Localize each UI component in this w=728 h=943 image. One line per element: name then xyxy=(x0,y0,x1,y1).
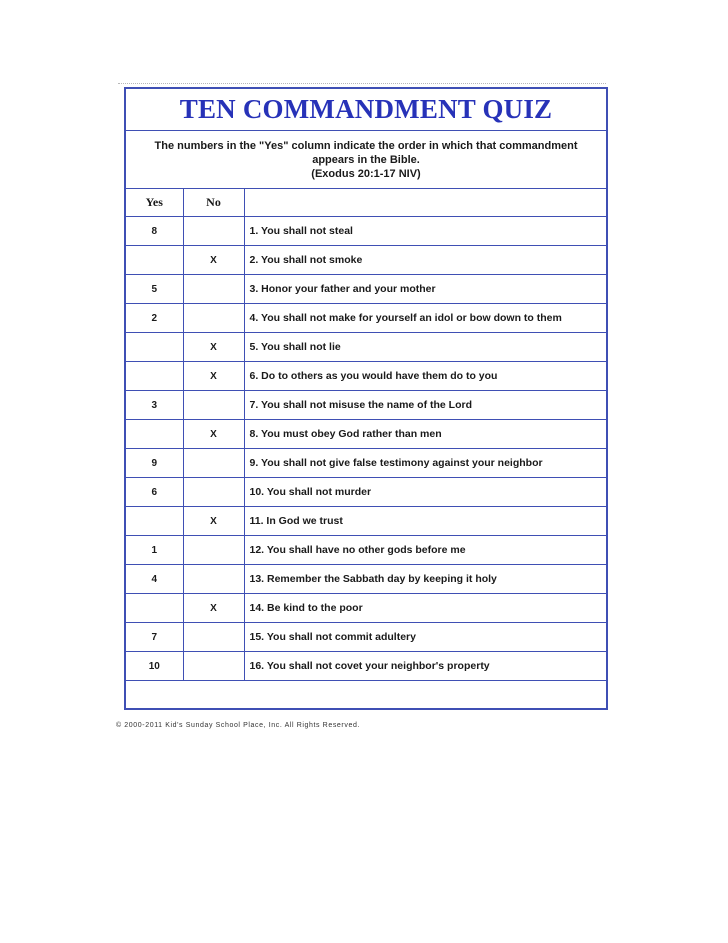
no-cell xyxy=(183,623,244,652)
table-row xyxy=(125,507,607,536)
no-cell xyxy=(183,652,244,681)
table-row xyxy=(125,420,607,449)
statement-cell: 9. You shall not give false testimony against your neighbor xyxy=(244,449,607,478)
intro-row xyxy=(125,131,607,189)
no-cell: X xyxy=(183,246,244,275)
yes-cell: 1 xyxy=(125,536,183,565)
instructions-line-1: The numbers in the "Yes" column indicate the order in which that commandment xyxy=(154,139,578,152)
table-row xyxy=(125,478,607,507)
yes-column-header: Yes xyxy=(125,189,183,217)
statement-column-header xyxy=(244,189,607,217)
no-cell xyxy=(183,304,244,333)
quiz-table xyxy=(124,87,608,710)
no-cell xyxy=(183,565,244,594)
yes-cell: 4 xyxy=(125,565,183,594)
table-row xyxy=(125,652,607,681)
statement-cell: 6. Do to others as you would have them do to you xyxy=(244,362,607,391)
table-row xyxy=(125,362,607,391)
no-cell: X xyxy=(183,594,244,623)
table-row xyxy=(125,333,607,362)
empty-footer-cell xyxy=(125,681,607,710)
statement-cell: 14. Be kind to the poor xyxy=(244,594,607,623)
no-cell xyxy=(183,391,244,420)
instructions-line-3: (Exodus 20:1-17 NIV) xyxy=(311,167,421,180)
yes-cell: 9 xyxy=(125,449,183,478)
statement-cell: 16. You shall not covet your neighbor's property xyxy=(244,652,607,681)
yes-cell: 7 xyxy=(125,623,183,652)
table-row xyxy=(125,623,607,652)
table-row xyxy=(125,594,607,623)
statement-cell: 13. Remember the Sabbath day by keeping it holy xyxy=(244,565,607,594)
instructions xyxy=(125,131,607,189)
no-cell xyxy=(183,478,244,507)
yes-cell: 6 xyxy=(125,478,183,507)
no-cell: X xyxy=(183,507,244,536)
header-row xyxy=(125,189,607,217)
no-cell: X xyxy=(183,333,244,362)
no-cell xyxy=(183,536,244,565)
table-row xyxy=(125,304,607,333)
statement-cell: 3. Honor your father and your mother xyxy=(244,275,607,304)
table-row xyxy=(125,391,607,420)
table-row xyxy=(125,217,607,246)
copyright-notice: © 2000-2011 Kid's Sunday School Place, Inc. All Rights Reserved. xyxy=(116,722,360,729)
yes-cell xyxy=(125,420,183,449)
yes-cell xyxy=(125,246,183,275)
yes-cell: 3 xyxy=(125,391,183,420)
table-row xyxy=(125,449,607,478)
table-row xyxy=(125,565,607,594)
no-cell xyxy=(183,275,244,304)
statement-cell: 12. You shall have no other gods before me xyxy=(244,536,607,565)
no-cell xyxy=(183,449,244,478)
no-cell: X xyxy=(183,420,244,449)
yes-cell: 2 xyxy=(125,304,183,333)
top-dotted-rule xyxy=(118,83,606,85)
statement-cell: 15. You shall not commit adultery xyxy=(244,623,607,652)
statement-cell: 1. You shall not steal xyxy=(244,217,607,246)
statement-cell: 8. You must obey God rather than men xyxy=(244,420,607,449)
table-row xyxy=(125,536,607,565)
table-row xyxy=(125,246,607,275)
title-row xyxy=(125,88,607,131)
no-cell: X xyxy=(183,362,244,391)
statement-cell: 10. You shall not murder xyxy=(244,478,607,507)
statement-cell: 4. You shall not make for yourself an idol or bow down to them xyxy=(244,304,607,333)
quiz-title: TEN COMMANDMENT QUIZ xyxy=(125,88,607,131)
yes-cell: 8 xyxy=(125,217,183,246)
yes-cell xyxy=(125,507,183,536)
table-row xyxy=(125,275,607,304)
yes-cell: 5 xyxy=(125,275,183,304)
statement-cell: 5. You shall not lie xyxy=(244,333,607,362)
no-column-header: No xyxy=(183,189,244,217)
yes-cell: 10 xyxy=(125,652,183,681)
statement-cell: 2. You shall not smoke xyxy=(244,246,607,275)
empty-footer-row xyxy=(125,681,607,710)
yes-cell xyxy=(125,594,183,623)
statement-cell: 11. In God we trust xyxy=(244,507,607,536)
no-cell xyxy=(183,217,244,246)
yes-cell xyxy=(125,333,183,362)
statement-cell: 7. You shall not misuse the name of the Lord xyxy=(244,391,607,420)
instructions-line-2: appears in the Bible. xyxy=(312,153,420,166)
yes-cell xyxy=(125,362,183,391)
